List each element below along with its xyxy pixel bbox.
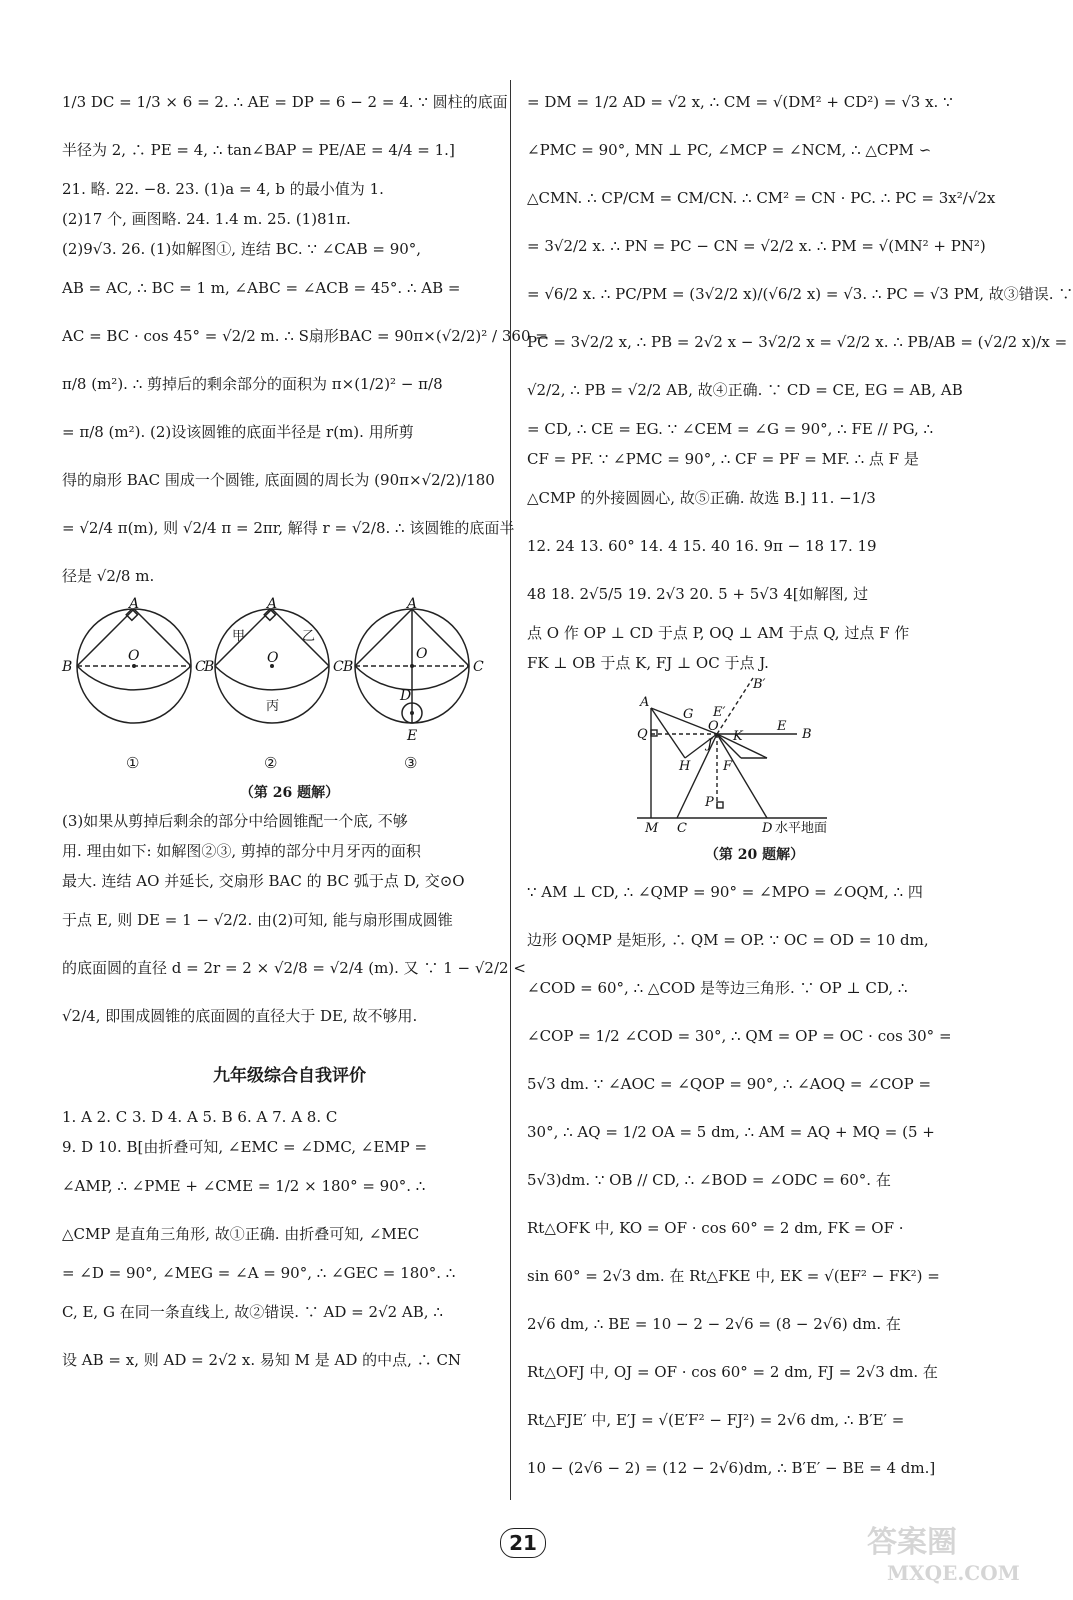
text-line: AC = BC · cos 45° = √2/2 m. ∴ S扇形BAC = 90π×(√2/2)² / 360 =	[62, 327, 548, 345]
text-line: 半径为 2, ∴ PE = 4, ∴ tan∠BAP = PE/AE = 4/4 = 1.]	[62, 141, 455, 159]
text-line: 的底面圆的直径 d = 2r = 2 × √2/8 = √2/4 (m). 又 ∵ 1 − √2/2 <	[62, 959, 526, 977]
fig26-label-a: A	[407, 596, 418, 612]
text-line: π/8 (m²). ∴ 剪掉后的剩余部分的面积为 π×(1/2)² − π/8	[62, 375, 443, 393]
figure-20	[527, 678, 982, 838]
fig26-region-jia: 甲	[232, 629, 246, 644]
text-line: = 3√2/2 x. ∴ PN = PC − CN = √2/2 x. ∴ PM = √(MN² + PN²)	[527, 237, 986, 255]
fig26-label-a: A	[129, 596, 140, 612]
text-line: 9. D 10. B[由折叠可知, ∠EMC = ∠DMC, ∠EMP =	[62, 1138, 428, 1156]
fig20-label-g: G	[683, 707, 694, 722]
text-line: AB = AC, ∴ BC = 1 m, ∠ABC = ∠ACB = 45°. ∴ AB =	[62, 279, 461, 297]
fig20-label-b: B	[802, 727, 812, 742]
fig20-label-ep: E′	[713, 705, 726, 720]
text-line: (3)如果从剪掉后剩余的部分中给圆锥配一个底, 不够	[62, 812, 408, 830]
text-line: 1/3 DC = 1/3 × 6 = 2. ∴ AE = DP = 6 − 2 = 4. ∵ 圆柱的底面	[62, 93, 508, 111]
text-line: 边形 OQMP 是矩形, ∴ QM = OP. ∵ OC = OD = 10 dm,	[527, 931, 929, 949]
fig26-marker-3: ③	[404, 754, 418, 772]
text-line: FK ⊥ OB 于点 K, FJ ⊥ OC 于点 J.	[527, 654, 769, 672]
text-line: ∠COD = 60°, ∴ △COD 是等边三角形. ∵ OP ⊥ CD, ∴	[527, 979, 908, 997]
fig26-label-c: C	[473, 659, 484, 675]
page-number: 21	[500, 1528, 546, 1558]
text-line: ∠COP = 1/2 ∠COD = 30°, ∴ QM = OP = OC · cos 30° =	[527, 1027, 952, 1045]
fig26-label-d: D	[400, 688, 412, 704]
fig26-label-e: E	[407, 728, 418, 744]
fig26-label-c: C	[333, 659, 344, 675]
text-line: ∠PMC = 90°, MN ⊥ PC, ∠MCP = ∠NCM, ∴ △CPM ∽	[527, 141, 932, 159]
text-line: 用. 理由如下: 如解图②③, 剪掉的部分中月牙丙的面积	[62, 842, 421, 860]
fig20-label-c: C	[677, 821, 687, 836]
fig20-label-m: M	[645, 821, 659, 836]
text-line: Rt△OFK 中, KO = OF · cos 60° = 2 dm, FK = OF ·	[527, 1219, 904, 1237]
text-line: Rt△OFJ 中, OJ = OF · cos 60° = 2 dm, FJ = 2√3 dm. 在	[527, 1363, 938, 1381]
text-line: 2√6 dm, ∴ BE = 10 − 2 − 2√6 = (8 − 2√6) dm. 在	[527, 1315, 901, 1333]
fig20-label-bp: B′	[753, 677, 766, 692]
text-line: 于点 E, 则 DE = 1 − √2/2. 由(2)可知, 能与扇形围成圆锥	[62, 911, 453, 929]
text-line: (2)9√3. 26. (1)如解图①, 连结 BC. ∵ ∠CAB = 90°,	[62, 240, 422, 258]
fig20-label-f: F	[723, 759, 733, 774]
text-line: PC = 3√2/2 x, ∴ PB = 2√2 x − 3√2/2 x = √2/2 x. ∴ PB/AB = (√2/2 x)/x =	[527, 333, 1068, 351]
text-line: C, E, G 在同一条直线上, 故②错误. ∵ AD = 2√2 AB, ∴	[62, 1303, 443, 1321]
fig20-label-q: Q	[637, 727, 648, 742]
fig26-label-o: O	[267, 650, 279, 666]
fig20-label-e: E	[777, 719, 787, 734]
fig20-label-j: J	[707, 737, 713, 752]
fig20-label-h: H	[679, 759, 691, 774]
text-line: 径是 √2/8 m.	[62, 567, 155, 585]
text-line: 最大. 连结 AO 并延长, 交扇形 BAC 的 BC 弧于点 D, 交⊙O	[62, 872, 465, 890]
text-line: √2/4, 即围成圆锥的底面圆的直径大于 DE, 故不够用.	[62, 1007, 418, 1025]
fig26-marker-2: ②	[264, 754, 278, 772]
text-line: 10 − (2√6 − 2) = (12 − 2√6)dm, ∴ B′E′ − BE = 4 dm.]	[527, 1459, 936, 1477]
text-line: 30°, ∴ AQ = 1/2 OA = 5 dm, ∴ AM = AQ + MQ = (5 +	[527, 1123, 935, 1141]
text-line: 点 O 作 OP ⊥ CD 于点 P, OQ ⊥ AM 于点 Q, 过点 F 作	[527, 624, 910, 642]
text-line: = √2/4 π(m), 则 √2/4 π = 2πr, 解得 r = √2/8. ∴ 该圆锥的底面半	[62, 519, 515, 537]
text-line: 1. A 2. C 3. D 4. A 5. B 6. A 7. A 8. C	[62, 1108, 338, 1126]
text-line: = DM = 1/2 AD = √2 x, ∴ CM = √(DM² + CD²) = √3 x. ∵	[527, 93, 953, 111]
watermark-text: 答案圈	[867, 1525, 957, 1560]
text-line: 5√3 dm. ∵ ∠AOC = ∠QOP = 90°, ∴ ∠AOQ = ∠COP =	[527, 1075, 932, 1093]
text-line: 得的扇形 BAC 围成一个圆锥, 底面圆的周长为 (90π×√2/2)/180	[62, 471, 495, 489]
text-line: △CMN. ∴ CP/CM = CM/CN. ∴ CM² = CN · PC. ∴ PC = 3x²/√2x	[527, 189, 996, 207]
fig20-label-a: A	[640, 695, 650, 710]
fig26-label-o: O	[128, 648, 140, 664]
fig26-label-b: B	[204, 659, 215, 675]
text-line: √2/2, ∴ PB = √2/2 AB, 故④正确. ∵ CD = CE, EG = AB, AB	[527, 381, 963, 399]
fig20-ground-label: 水平地面	[775, 821, 828, 836]
text-line: 48 18. 2√5/5 19. 2√3 20. 5 + 5√3 4[如解图, 过	[527, 585, 869, 603]
fig26-region-yi: 乙	[302, 629, 316, 644]
text-line: sin 60° = 2√3 dm. 在 Rt△FKE 中, EK = √(EF² − FK²) =	[527, 1267, 940, 1285]
fig26-caption: （第 26 题解）	[239, 785, 340, 801]
text-line: Rt△FJE′ 中, E′J = √(E′F² − FJ²) = 2√6 dm, ∴ B′E′ =	[527, 1411, 905, 1429]
text-line: 5√3)dm. ∵ OB // CD, ∴ ∠BOD = ∠ODC = 60°. 在	[527, 1171, 891, 1189]
section-heading: 九年级综合自我评价	[213, 1066, 366, 1086]
fig26-label-a: A	[267, 596, 278, 612]
fig26-label-c: C	[195, 659, 206, 675]
text-line: = ∠D = 90°, ∠MEG = ∠A = 90°, ∴ ∠GEC = 180°. ∴	[62, 1264, 456, 1282]
text-line: (2)17 个, 画图略. 24. 1.4 m. 25. (1)81π.	[62, 210, 351, 228]
fig20-caption: （第 20 题解）	[704, 847, 805, 863]
fig26-markers	[62, 754, 517, 780]
text-line: ∠AMP, ∴ ∠PME + ∠CME = 1/2 × 180° = 90°. ∴	[62, 1177, 426, 1195]
fig26-label-o: O	[416, 646, 428, 662]
right-column	[527, 78, 1073, 1492]
text-line: 12. 24 13. 60° 14. 4 15. 40 16. 9π − 18 17. 19	[527, 537, 877, 555]
watermark-logo	[857, 1518, 1027, 1588]
text-line: △CMP 的外接圆圆心, 故⑤正确. 故选 B.] 11. −1/3	[527, 489, 876, 507]
fig20-label-k: K	[733, 729, 743, 744]
text-line: ∵ AM ⊥ CD, ∴ ∠QMP = 90° = ∠MPO = ∠OQM, ∴ 四	[527, 883, 923, 901]
text-line: 设 AB = x, 则 AD = 2√2 x. 易知 M 是 AD 的中点, ∴ CN	[62, 1351, 462, 1369]
text-line: 21. 略. 22. −8. 23. (1)a = 4, b 的最小值为 1.	[62, 180, 384, 198]
fig20-label-p: P	[705, 795, 714, 810]
text-line: CF = PF. ∵ ∠PMC = 90°, ∴ CF = PF = MF. ∴ 点 F 是	[527, 450, 919, 468]
text-line: = √6/2 x. ∴ PC/PM = (3√2/2 x)/(√6/2 x) = √3. ∴ PC = √3 PM, 故③错误. ∵	[527, 285, 1073, 303]
fig26-region-bing: 丙	[266, 699, 280, 714]
left-column	[62, 78, 548, 1384]
text-line: △CMP 是直角三角形, 故①正确. 由折叠可知, ∠MEC	[62, 1225, 420, 1243]
watermark-url: MXQE.COM	[887, 1561, 1020, 1585]
text-line: = CD, ∴ CE = EG. ∵ ∠CEM = ∠G = 90°, ∴ FE // PG, ∴	[527, 420, 934, 438]
figure-26	[62, 596, 517, 750]
fig26-marker-1: ①	[126, 754, 140, 772]
text-line: = π/8 (m²). (2)设该圆锥的底面半径是 r(m). 用所剪	[62, 423, 414, 441]
fig26-label-b: B	[62, 659, 73, 675]
fig20-label-d: D	[762, 821, 773, 836]
fig20-label-o: O	[708, 719, 719, 734]
fig26-label-b: B	[343, 659, 354, 675]
